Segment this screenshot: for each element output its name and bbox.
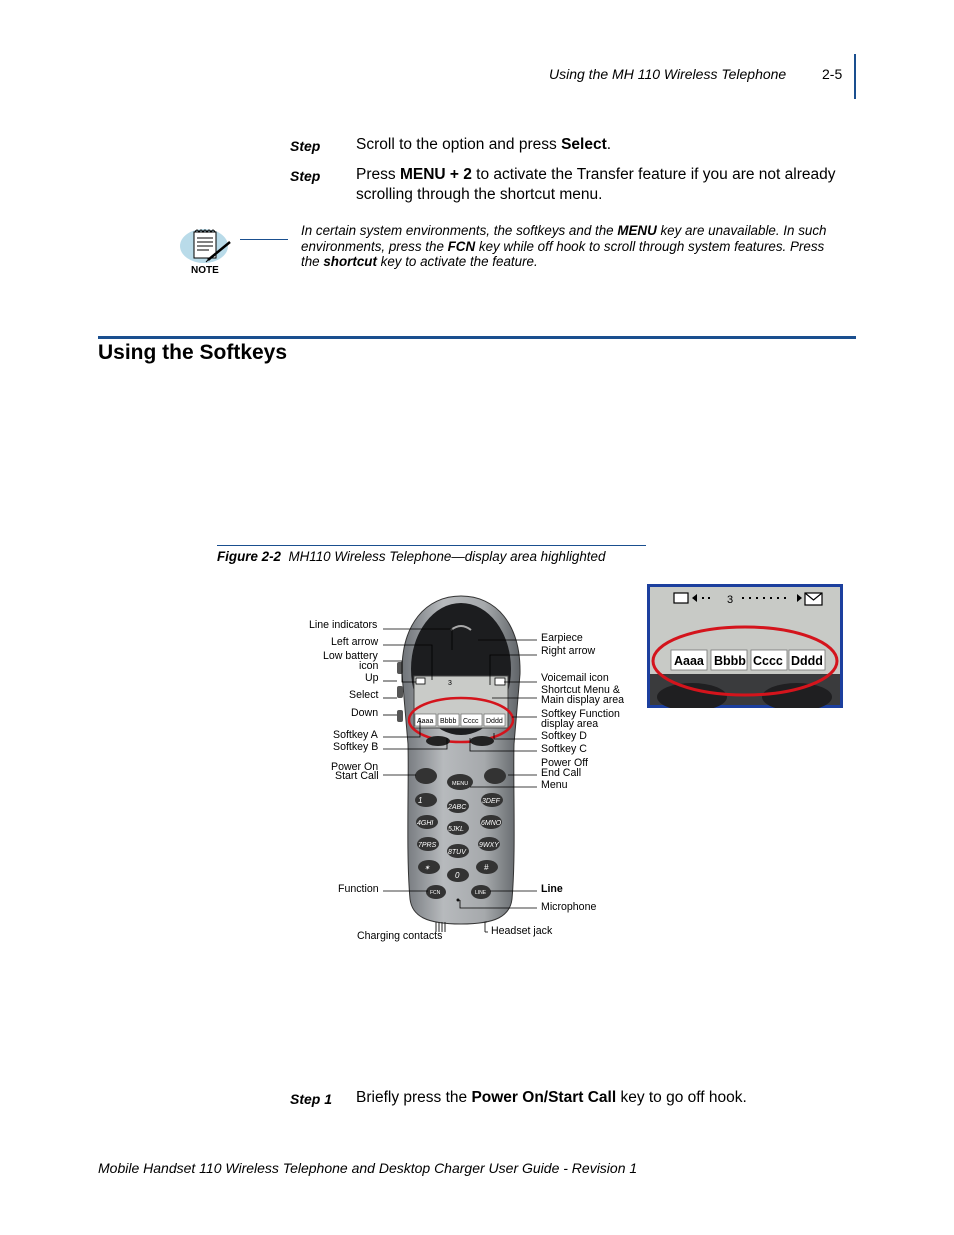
callout-label: Line xyxy=(541,883,563,895)
keypad-key: ✶ xyxy=(424,865,430,872)
callout-label: Earpiece xyxy=(541,632,583,644)
keypad-key: 2ABC xyxy=(448,804,467,811)
callout-label: Function xyxy=(338,883,379,895)
step-text: Scroll to the option and press Select. xyxy=(356,136,612,153)
callout-label: Line indicators xyxy=(309,619,378,631)
callout-label: Power Off xyxy=(541,757,588,769)
inset-softkey-label: Dddd xyxy=(791,654,823,668)
keypad-key: 4GHI xyxy=(417,820,434,827)
callout-label: display area xyxy=(541,718,599,730)
step-label: Step xyxy=(290,138,321,154)
keypad-key: 7PRS xyxy=(418,842,437,849)
step-text: Press MENU + 2 to activate the Transfer feature if you are not already scrolling through the shortcut menu. xyxy=(356,166,836,203)
screen-digit: 3 xyxy=(448,680,452,687)
callout-label: Menu xyxy=(541,779,568,791)
inset-softkey-label: Bbbb xyxy=(714,654,746,668)
keypad-key: 8TUV xyxy=(448,849,466,856)
inset-softkey-label: Cccc xyxy=(753,654,783,668)
fcn-key-label: FCN xyxy=(430,890,441,896)
inset-screen-digit: 3 xyxy=(727,594,734,606)
page-footer: Mobile Handset 110 Wireless Telephone and Desktop Charger User Guide - Revision 1 xyxy=(98,1160,638,1176)
callout-label: Start Call xyxy=(335,770,379,782)
callout-label: Headset jack xyxy=(491,925,553,937)
running-header-title: Using the MH 110 Wireless Telephone xyxy=(549,66,787,82)
callout-label: Low battery xyxy=(323,650,378,662)
callout-label: Softkey D xyxy=(541,730,587,742)
keypad-key: 9WXY xyxy=(479,842,499,849)
softkey-label: Cccc xyxy=(463,718,479,725)
keypad-key: 5JKL xyxy=(448,826,464,833)
callout-label: Select xyxy=(349,689,379,701)
step-label: Step xyxy=(290,168,321,184)
callout-label: Softkey A xyxy=(333,729,378,741)
inset-softkey-label: Aaaa xyxy=(674,654,704,668)
callout-label: Microphone xyxy=(541,901,597,913)
softkey-label: Aaaa xyxy=(417,718,434,725)
callout-label: Up xyxy=(365,672,379,684)
callout-label: Shortcut Menu & xyxy=(541,684,620,696)
note-text: In certain system environments, the softkeys and the MENU key are unavailable. In such environments, press the FCN key while off hook to scroll through system features. Press the shortcut key to activate the feature. xyxy=(301,223,827,269)
section-title: Using the Softkeys xyxy=(98,341,288,364)
callout-label: Down xyxy=(351,707,379,719)
callout-label: icon xyxy=(359,660,379,672)
keypad-key: 6MNO xyxy=(481,820,502,827)
callout-label: Main display area xyxy=(541,694,625,706)
display-zoom-inset xyxy=(647,584,843,708)
softkey-label: Bbbb xyxy=(440,718,457,725)
callout-label: Left arrow xyxy=(331,636,379,648)
callout-label: Softkey Function xyxy=(541,708,620,720)
keypad-key: 1 xyxy=(418,796,423,805)
callout-label: End Call xyxy=(541,767,582,779)
line-key-label: LINE xyxy=(475,890,487,896)
callout-label: Softkey C xyxy=(541,743,587,755)
note-label: NOTE xyxy=(191,265,219,276)
keypad-key: 3DEF xyxy=(482,798,500,805)
figure-caption: Figure 2-2 MH110 Wireless Telephone—display area highlighted xyxy=(217,549,606,564)
page-number: 2-5 xyxy=(822,66,843,82)
menu-key-label: MENU xyxy=(452,781,469,787)
callout-label: Charging contacts xyxy=(357,930,443,942)
callout-label: Voicemail icon xyxy=(541,672,609,684)
callout-label: Right arrow xyxy=(541,645,596,657)
keypad-key: 0 xyxy=(455,871,460,880)
step-text: Briefly press the Power On/Start Call key to go off hook. xyxy=(356,1089,747,1106)
keypad-key: # xyxy=(484,863,489,872)
softkey-label: Dddd xyxy=(486,718,503,725)
callout-label: Power On xyxy=(331,761,379,773)
step-label: Step 1 xyxy=(290,1091,333,1107)
callout-label: Softkey B xyxy=(333,741,379,753)
